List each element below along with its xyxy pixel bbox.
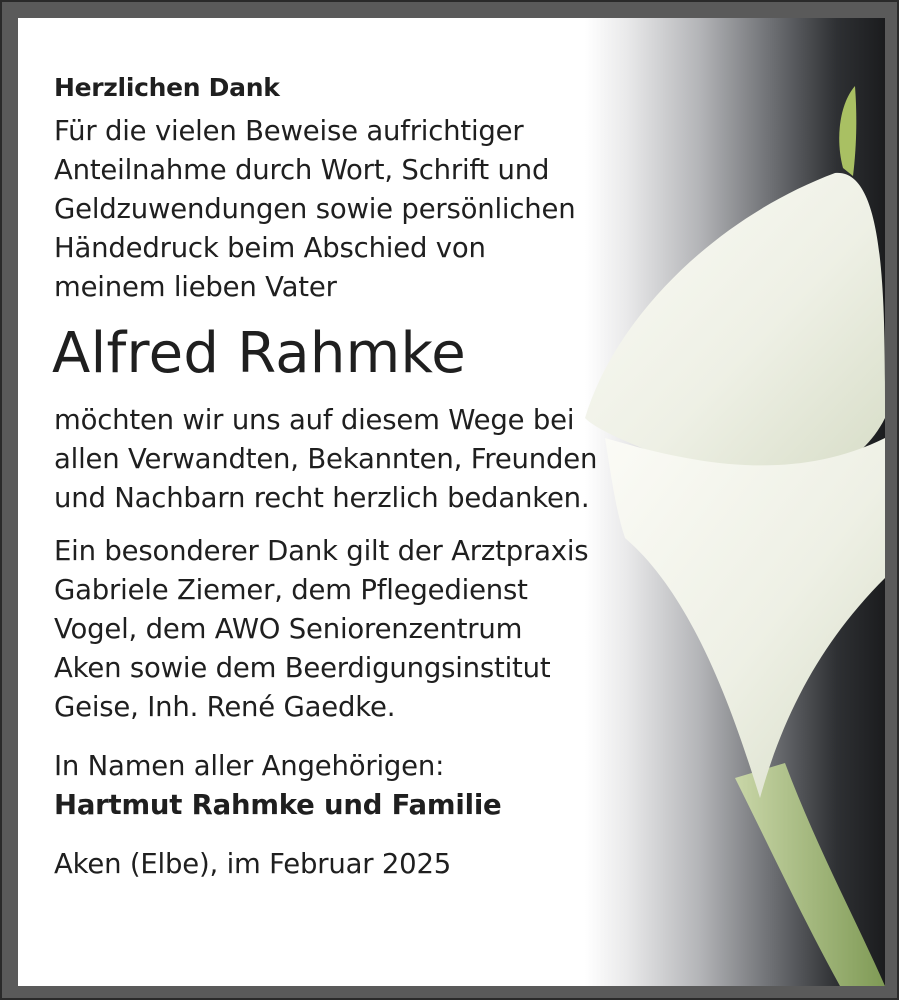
special-thanks-line: Geise, Inh. René Gaedke. [54,691,396,723]
on-behalf-line: In Namen aller Angehörigen: [54,750,445,782]
stem [735,763,885,986]
card-panel [18,18,885,986]
special-thanks-line: Vogel, dem AWO Seniorenzentrum [54,613,523,645]
thanks-line: allen Verwandten, Bekannten, Freunden [54,443,598,475]
heading: Herzlichen Dank [54,73,280,102]
deceased-name: Alfred Rahmke [52,321,467,386]
thank-you-text [54,68,654,884]
intro-line: Anteilnahme durch Wort, Schrift und [54,154,550,186]
petal-tip [839,86,856,176]
place-date: Aken (Elbe), im Februar 2025 [54,848,452,880]
special-thanks-line: Ein besonderer Dank gilt der Arztpraxis [54,535,589,567]
thanks-line: und Nachbarn recht herzlich bedanken. [54,482,590,514]
thanks-line: möchten wir uns auf diesem Wege bei [54,404,575,436]
intro-line: Für die vielen Beweise aufrichtiger [54,115,524,147]
special-thanks-line: Aken sowie dem Beerdigungsinstitut [54,652,551,684]
intro-line: meinem lieben Vater [54,271,337,303]
intro-line: Geldzuwendungen sowie persönlichen [54,193,576,225]
intro-line: Händedruck beim Abschied von [54,232,486,264]
special-thanks-line: Gabriele Ziemer, dem Pflegedienst [54,574,528,606]
family-signature: Hartmut Rahmke und Familie [54,789,502,821]
